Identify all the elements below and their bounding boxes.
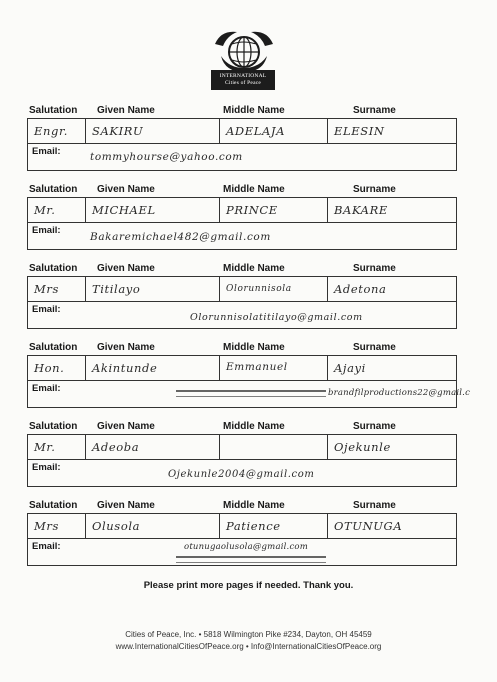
middle-name-value: Emmanuel — [226, 361, 288, 373]
print-more-note: Please print more pages if needed. Thank you. — [143, 580, 354, 591]
given-name-header: Given Name — [97, 184, 155, 195]
salutation-field[interactable] — [28, 198, 86, 222]
given-name-header: Given Name — [97, 342, 155, 353]
salutation-field[interactable] — [28, 435, 86, 459]
entry-block-3 — [27, 262, 457, 329]
middle-name-header: Middle Name — [223, 421, 285, 432]
email-field[interactable] — [27, 302, 457, 329]
salutation-header: Salutation — [29, 105, 78, 116]
salutation-value: Hon. — [34, 361, 65, 375]
given-name-field[interactable] — [86, 514, 220, 538]
name-row — [27, 197, 457, 223]
given-name-field[interactable] — [86, 277, 220, 301]
given-name-header: Given Name — [97, 500, 155, 511]
entry-block-2 — [27, 183, 457, 250]
surname-value: Ojekunle — [334, 440, 391, 454]
entry-block-5 — [27, 420, 457, 487]
email-value: brandfilproductions22@gmail.c — [328, 388, 471, 398]
logo-line-1: INTERNATIONAL — [219, 73, 267, 79]
entry-block-4 — [27, 341, 471, 408]
given-name-value: Akintunde — [92, 361, 158, 375]
name-row — [27, 118, 457, 144]
salutation-field[interactable] — [28, 514, 86, 538]
given-name-value: SAKIRU — [92, 124, 144, 138]
surname-header: Surname — [353, 105, 396, 116]
given-name-header: Given Name — [97, 421, 155, 432]
entry-header — [27, 104, 457, 118]
email-field[interactable] — [27, 144, 457, 171]
entry-header — [27, 262, 457, 276]
web-contact: www.InternationalCitiesOfPeace.org • Info@InternationalCitiesOfPeace.org — [115, 642, 382, 651]
given-name-value: Titilayo — [92, 282, 141, 296]
email-value: otunugaolusola@gmail.com — [184, 542, 308, 552]
surname-field[interactable] — [328, 356, 456, 380]
given-name-header: Given Name — [97, 105, 155, 116]
salutation-field[interactable] — [28, 119, 86, 143]
surname-field[interactable] — [328, 435, 456, 459]
entry-header — [27, 499, 457, 513]
entry-block-1 — [27, 104, 457, 171]
salutation-header: Salutation — [29, 184, 78, 195]
surname-value: Adetona — [334, 282, 387, 296]
salutation-field[interactable] — [28, 277, 86, 301]
given-name-field[interactable] — [86, 119, 220, 143]
email-label: Email: — [32, 304, 61, 315]
given-name-value: MICHAEL — [92, 203, 156, 217]
middle-name-header: Middle Name — [223, 105, 285, 116]
email-field[interactable] — [27, 381, 471, 408]
surname-header: Surname — [353, 184, 396, 195]
email-label: Email: — [32, 225, 61, 236]
surname-header: Surname — [353, 263, 396, 274]
salutation-header: Salutation — [29, 500, 78, 511]
entry-header — [27, 341, 457, 355]
name-row — [27, 434, 457, 460]
entry-block-6 — [27, 499, 457, 566]
surname-header: Surname — [353, 500, 396, 511]
middle-name-value: Patience — [226, 519, 281, 533]
middle-name-field[interactable] — [220, 119, 328, 143]
given-name-field[interactable] — [86, 198, 220, 222]
salutation-header: Salutation — [29, 421, 78, 432]
email-label: Email: — [32, 146, 61, 157]
email-value: tommyhourse@yahoo.com — [90, 151, 243, 163]
salutation-value: Mrs — [34, 519, 59, 533]
surname-field[interactable] — [328, 198, 456, 222]
email-label: Email: — [32, 462, 61, 473]
name-row — [27, 276, 457, 302]
middle-name-field[interactable] — [220, 198, 328, 222]
surname-value: OTUNUGA — [334, 519, 403, 533]
entry-header — [27, 420, 457, 434]
entry-header — [27, 183, 457, 197]
surname-value: ELESIN — [334, 124, 385, 138]
middle-name-field[interactable] — [220, 435, 328, 459]
salutation-value: Mr. — [34, 203, 56, 217]
email-field[interactable] — [27, 460, 457, 487]
middle-name-value: ADELAJA — [226, 124, 285, 138]
scribbled-out-text — [176, 390, 326, 397]
surname-field[interactable] — [328, 277, 456, 301]
middle-name-header: Middle Name — [223, 184, 285, 195]
salutation-header: Salutation — [29, 263, 78, 274]
middle-name-field[interactable] — [220, 514, 328, 538]
email-value: Ojekunle2004@gmail.com — [168, 469, 315, 480]
given-name-value: Adeoba — [92, 440, 140, 454]
email-value: Bakaremichael482@gmail.com — [90, 231, 271, 243]
surname-header: Surname — [353, 342, 396, 353]
surname-header: Surname — [353, 421, 396, 432]
surname-field[interactable] — [328, 514, 456, 538]
surname-value: Ajayi — [334, 361, 366, 375]
salutation-value: Engr. — [34, 124, 69, 138]
email-field[interactable] — [27, 223, 457, 250]
email-label: Email: — [32, 383, 61, 394]
surname-field[interactable] — [328, 119, 456, 143]
email-label: Email: — [32, 541, 61, 552]
surname-value: BAKARE — [334, 203, 388, 217]
middle-name-value: PRINCE — [226, 203, 278, 217]
logo-line-2: Cities of Peace — [225, 80, 261, 86]
given-name-value: Olusola — [92, 519, 141, 533]
logo-caption — [211, 70, 275, 90]
name-row — [27, 513, 457, 539]
name-row — [27, 355, 457, 381]
given-name-header: Given Name — [97, 263, 155, 274]
email-value: Olorunnisolatitilayo@gmail.com — [190, 312, 363, 323]
middle-name-header: Middle Name — [223, 263, 285, 274]
middle-name-value: Olorunnisola — [226, 284, 292, 294]
salutation-header: Salutation — [29, 342, 78, 353]
given-name-field[interactable] — [86, 435, 220, 459]
salutation-value: Mr. — [34, 440, 56, 454]
given-name-field[interactable] — [86, 356, 220, 380]
middle-name-header: Middle Name — [223, 342, 285, 353]
middle-name-header: Middle Name — [223, 500, 285, 511]
postal-address: Cities of Peace, Inc. • 5818 Wilmington Pike #234, Dayton, OH 45459 — [125, 630, 372, 639]
email-field[interactable] — [27, 539, 457, 566]
middle-name-field[interactable] — [220, 356, 328, 380]
salutation-value: Mrs — [34, 282, 59, 296]
salutation-field[interactable] — [28, 356, 86, 380]
scribbled-out-text — [176, 556, 326, 563]
middle-name-field[interactable] — [220, 277, 328, 301]
